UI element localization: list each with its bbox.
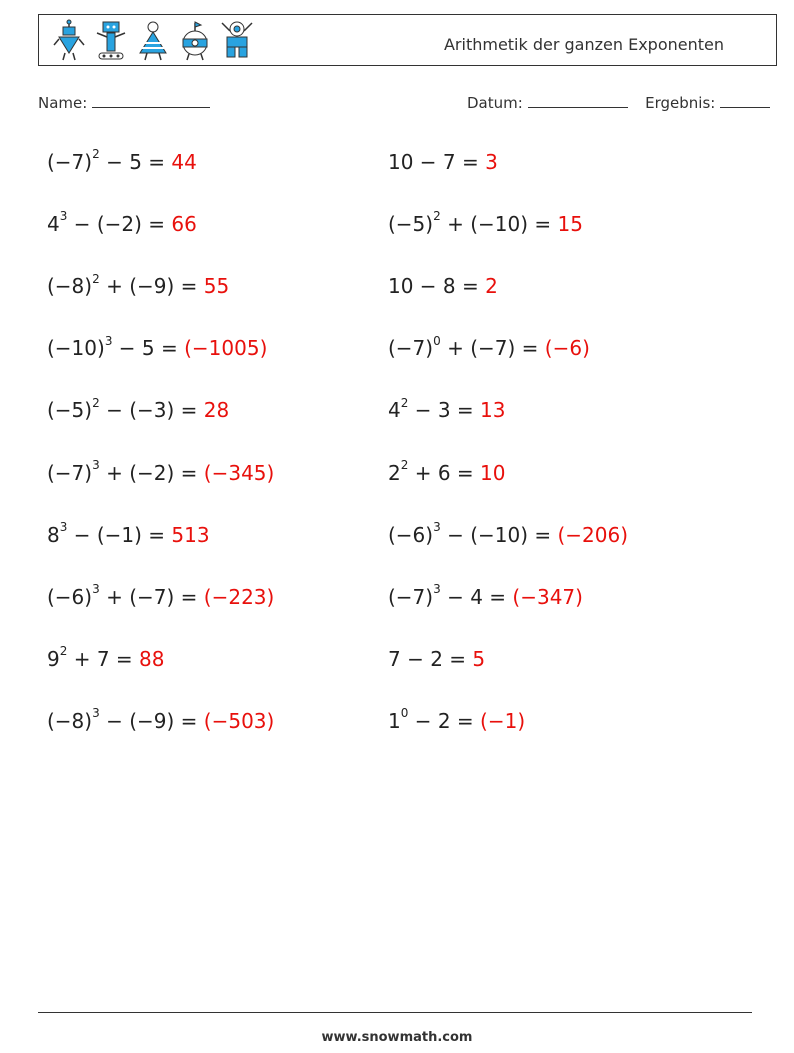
problem-rest: − 3 = [408, 398, 481, 423]
problem-base: (−7) [47, 460, 93, 485]
problem-exponent: 2 [92, 147, 100, 162]
robot-4-icon [177, 19, 213, 63]
problem-base: (−7) [388, 336, 434, 361]
footer-divider [38, 1012, 752, 1013]
problem-answer: 10 [480, 460, 506, 485]
date-blank[interactable] [528, 94, 628, 108]
problem-base: 2 [388, 460, 401, 485]
problem-exponent: 3 [92, 582, 100, 597]
problem-answer: 88 [139, 646, 165, 671]
problem-answer: 28 [203, 398, 230, 423]
name-blank[interactable] [92, 94, 210, 108]
problem-answer: 66 [171, 212, 197, 237]
problem-exponent: 3 [59, 209, 68, 224]
problem-answer: 13 [480, 398, 506, 423]
problem-rest: + (−10) = [440, 212, 558, 237]
problem-rest: − 5 = [112, 336, 185, 361]
problem-exponent: 2 [59, 644, 68, 659]
problem-base: 1 [388, 708, 401, 733]
worksheet-title: Arithmetik der ganzen Exponenten [443, 35, 724, 54]
problem-exponent: 2 [400, 457, 409, 472]
problem-left-2 [47, 209, 197, 237]
problem-answer: (−503) [203, 708, 275, 733]
problem-exponent: 3 [433, 582, 441, 597]
problem-exponent: 3 [92, 706, 100, 721]
problem-base: (−6) [388, 522, 434, 547]
problem-rest: + (−2) = [99, 460, 204, 485]
problem-exponent: 2 [400, 395, 409, 410]
robot-icons [51, 19, 255, 63]
problem-base: (−7) [388, 584, 434, 609]
problem-answer: (−1) [480, 708, 526, 733]
problem-answer: (−206) [557, 522, 629, 547]
robot-5-icon [219, 19, 255, 63]
problem-base: 9 [47, 646, 60, 671]
date-result-field [467, 94, 770, 112]
problem-answer: (−345) [203, 460, 275, 485]
problem-right-3 [388, 274, 498, 298]
problem-left-5 [47, 395, 230, 423]
problem-right-6 [388, 457, 506, 485]
problem-exponent: 2 [433, 209, 441, 224]
problem-rest: + (−9) = [99, 274, 204, 299]
result-label: Ergebnis: [645, 94, 716, 112]
footer-url: www.snowmath.com [321, 1030, 473, 1045]
problem-right-9 [388, 647, 485, 671]
date-label: Datum: [467, 94, 523, 112]
problem-exponent: 3 [104, 333, 113, 348]
problem-exponent: 2 [92, 395, 100, 410]
problem-base: (−8) [47, 274, 93, 299]
problem-left-6 [47, 457, 275, 485]
problem-base: (−7) [47, 150, 93, 174]
problem-left-8 [47, 582, 275, 609]
problem-answer: 3 [485, 150, 498, 174]
problem-rest: − (−9) = [99, 708, 204, 733]
problem-exponent: 3 [59, 519, 68, 534]
problem-base: (−5) [388, 212, 434, 237]
problem-left-1 [47, 147, 197, 174]
problem-base: (−10) [47, 336, 105, 361]
problem-rest: − (−10) = [440, 522, 558, 547]
problem-answer: 2 [485, 274, 498, 299]
problem-left-10 [47, 706, 275, 733]
problem-rest: − (−3) = [99, 398, 204, 423]
problem-answer: 5 [472, 646, 486, 671]
problem-exponent: 0 [433, 333, 441, 348]
problem-right-5 [388, 395, 506, 423]
problem-answer: (−6) [544, 336, 590, 361]
problem-answer: 55 [203, 274, 230, 299]
problem-answer: 15 [557, 212, 583, 237]
problem-left-7 [47, 519, 210, 547]
problem-base: 4 [388, 398, 401, 423]
problem-exponent: 0 [400, 706, 409, 721]
problem-answer: 44 [171, 150, 197, 174]
robot-2-icon [93, 19, 129, 63]
problem-right-1 [388, 150, 498, 174]
result-blank[interactable] [720, 94, 770, 108]
robot-3-icon [135, 19, 171, 63]
problem-rest: + (−7) = [99, 584, 204, 609]
problem-right-7 [388, 519, 629, 547]
problem-rest: − 5 = [99, 150, 172, 174]
problem-rest: − (−2) = [67, 212, 172, 237]
problem-left-4 [47, 333, 268, 361]
problem-answer: 513 [171, 522, 210, 547]
problem-left-3 [47, 271, 230, 299]
problem-base: 10 − 8 = [388, 274, 486, 299]
problem-rest: + 6 = [408, 460, 481, 485]
problem-rest: − 2 = [408, 708, 481, 733]
problem-base: 10 − 7 = [388, 150, 486, 174]
problem-exponent: 3 [92, 457, 100, 472]
header-box [38, 14, 777, 66]
problem-answer: (−347) [512, 584, 583, 609]
problem-rest: − 4 = [440, 584, 513, 609]
problem-exponent: 3 [433, 519, 441, 534]
problem-rest: − (−1) = [67, 522, 172, 547]
robot-1-icon [51, 19, 87, 63]
problem-answer: (−223) [203, 584, 275, 609]
problem-rest: + 7 = [67, 646, 140, 671]
problem-answer: (−1005) [184, 336, 268, 361]
problem-base: 7 − 2 = [388, 646, 473, 671]
problem-base: 4 [47, 212, 60, 237]
name-field [38, 94, 210, 112]
name-label: Name: [38, 94, 88, 112]
problem-right-10 [388, 706, 526, 733]
problem-base: (−5) [47, 398, 93, 423]
problem-base: (−6) [47, 584, 93, 609]
problem-left-9 [47, 644, 165, 671]
problem-right-8 [388, 582, 583, 609]
problem-right-2 [388, 209, 583, 237]
problem-right-4 [388, 333, 590, 361]
problem-base: 8 [47, 522, 60, 547]
problem-rest: + (−7) = [440, 336, 545, 361]
problem-exponent: 2 [92, 271, 100, 286]
problem-base: (−8) [47, 708, 93, 733]
